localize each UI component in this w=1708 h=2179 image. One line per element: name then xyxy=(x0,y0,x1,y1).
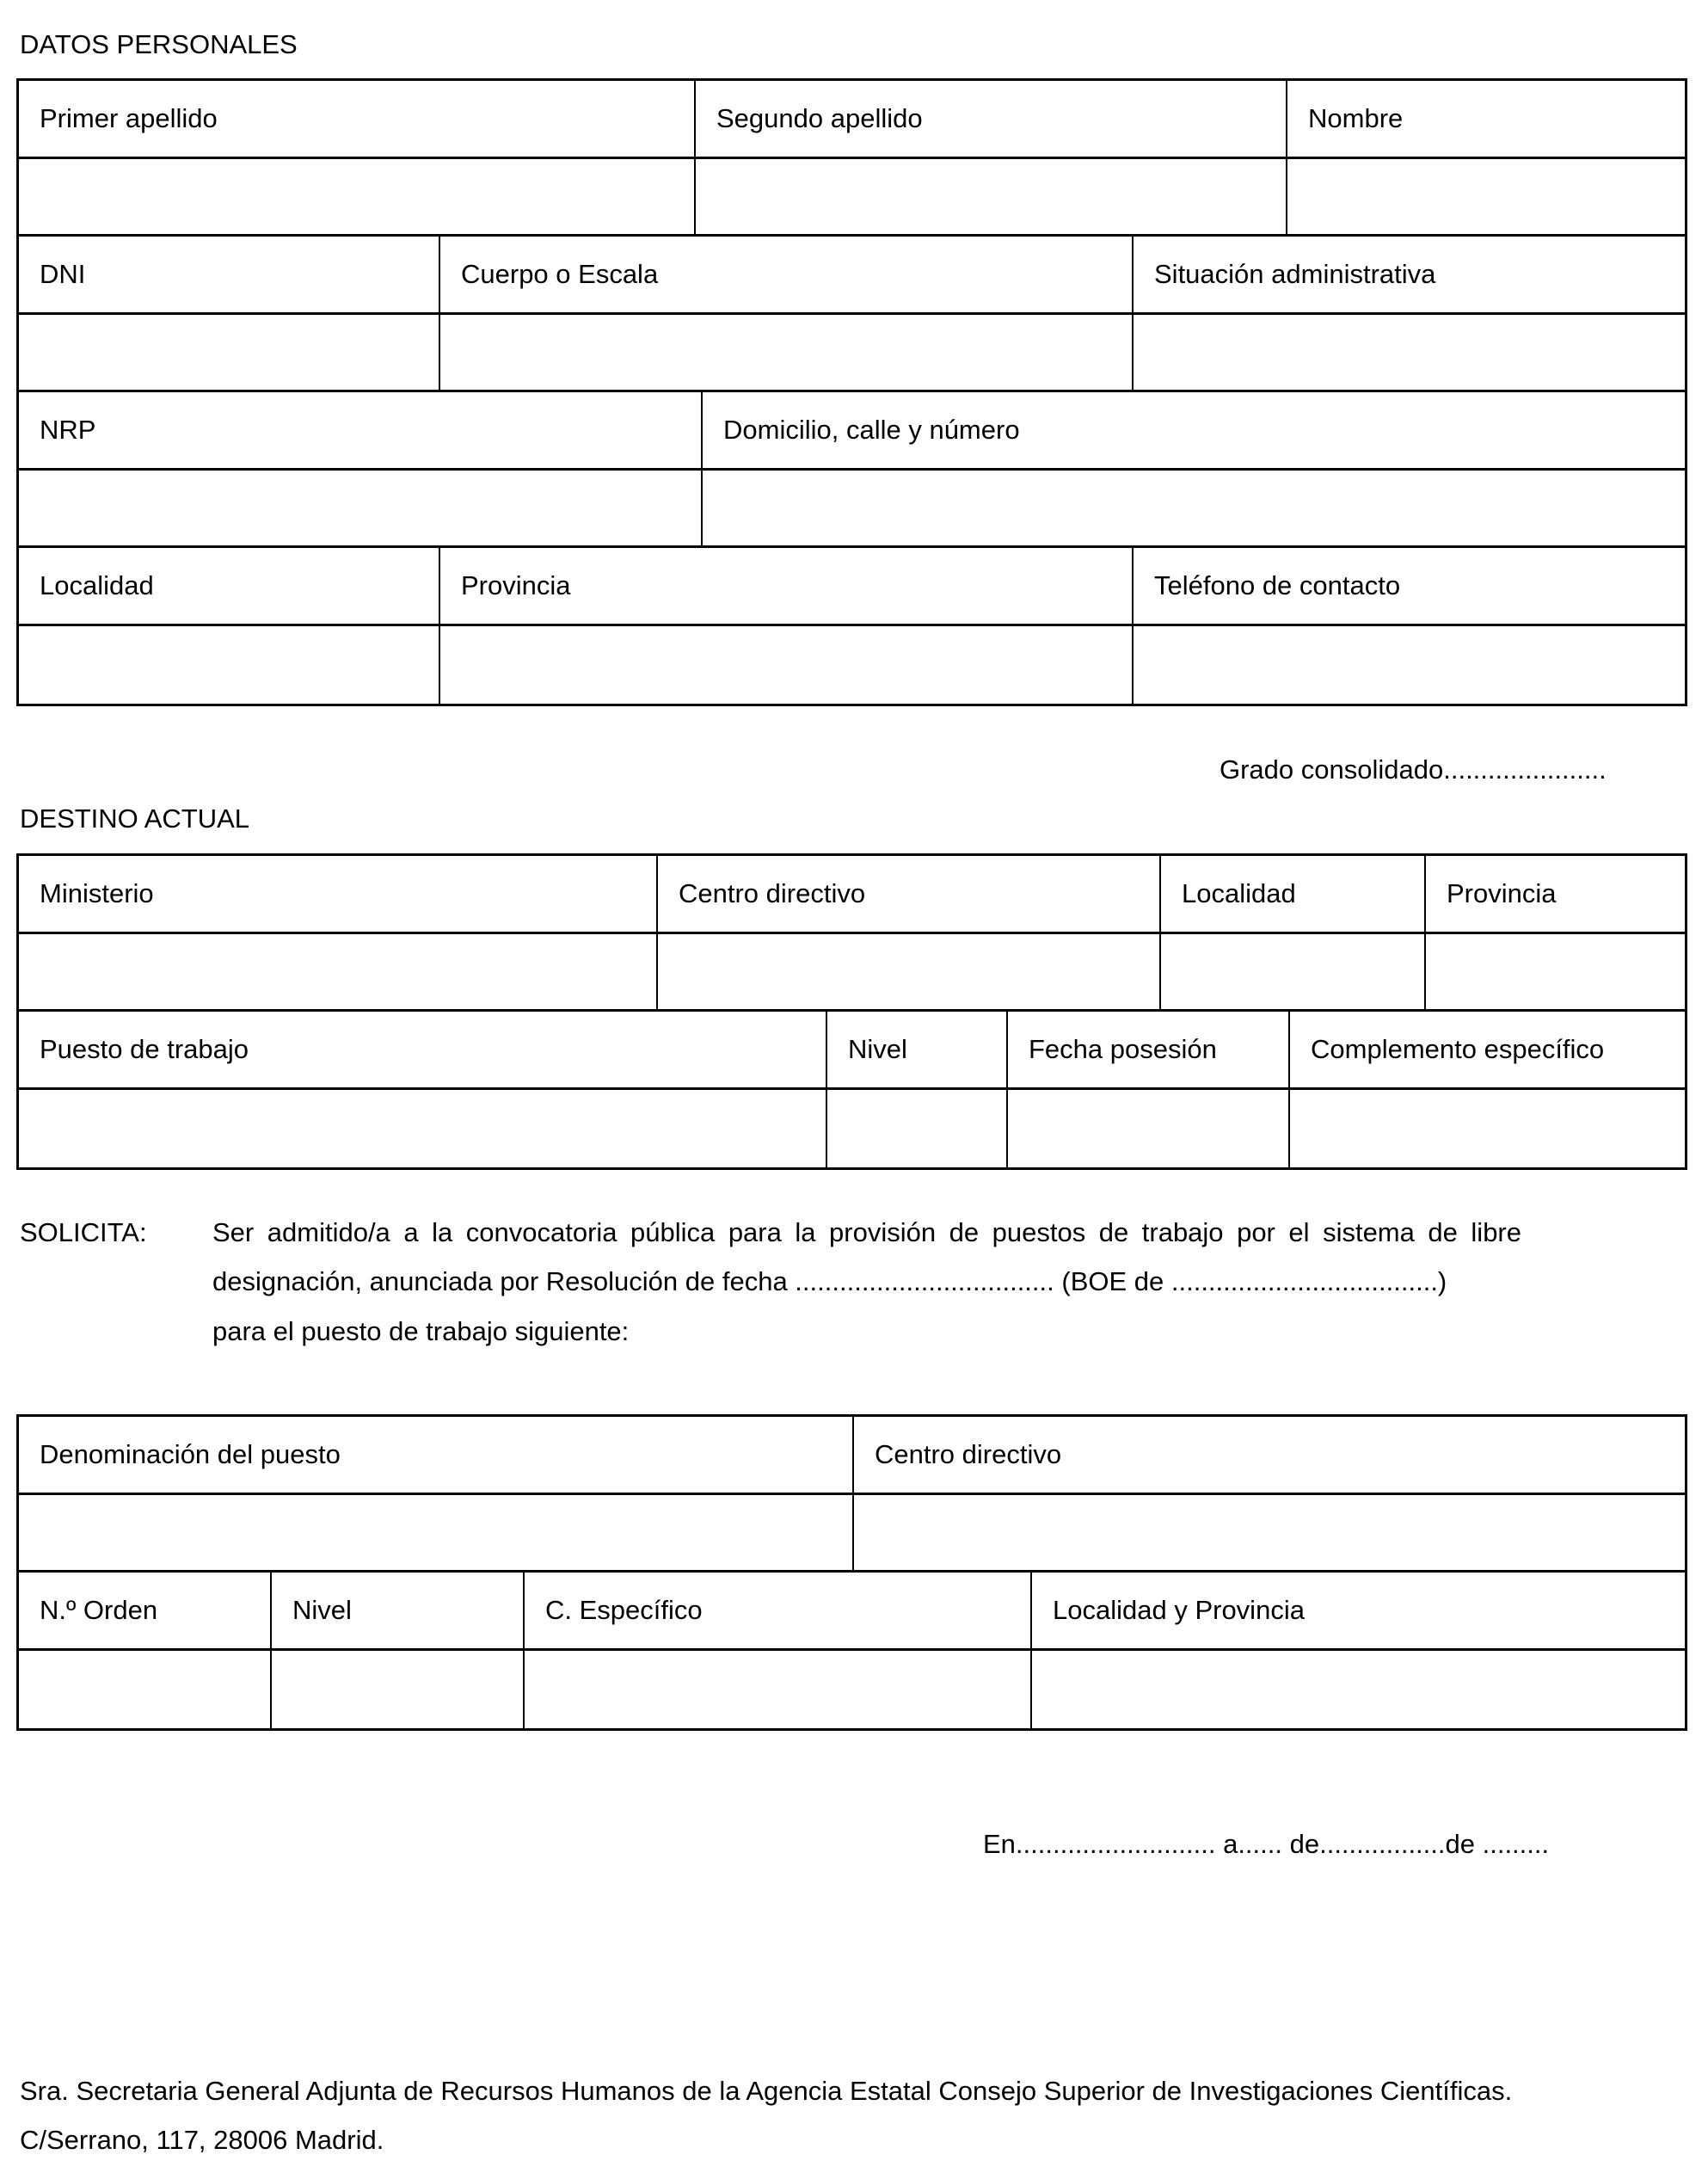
section-title-destino-actual: DESTINO ACTUAL xyxy=(20,803,249,834)
label-row xyxy=(19,856,1685,934)
solicita-line-2: designación, anunciada por Resolución de fecha ................................... (BOE de ....................................) xyxy=(212,1266,1447,1296)
label-situacion-administrativa: Situación administrativa xyxy=(1154,258,1436,289)
nivel-field[interactable] xyxy=(272,1651,525,1729)
label-nrp: NRP xyxy=(19,392,703,468)
label-centro-directivo: Centro directivo xyxy=(875,1438,1062,1469)
destinatario-line-2: C/Serrano, 117, 28006 Madrid. xyxy=(20,2125,384,2155)
nivel-field[interactable] xyxy=(827,1090,1008,1168)
input-row xyxy=(19,1651,1685,1729)
solicita-label: SOLICITA: xyxy=(20,1217,147,1247)
input-row xyxy=(19,934,1685,1013)
localidad-provincia-field[interactable] xyxy=(1032,1651,1685,1729)
label-segundo-apellido: Segundo apellido xyxy=(696,81,1287,157)
label-row xyxy=(19,81,1685,159)
solicita-line-3: para el puesto de trabajo siguiente: xyxy=(212,1316,630,1346)
label-row xyxy=(19,237,1685,315)
input-row xyxy=(19,1090,1685,1168)
solicita-line-1: Ser admitido/a a la convocatoria pública para la provisión de puestos de trabajo por el sistema de libre xyxy=(212,1217,1521,1247)
primer-apellido-field[interactable] xyxy=(19,159,696,235)
label-c-especifico: C. Específico xyxy=(525,1573,1032,1648)
denominacion-puesto-field[interactable] xyxy=(19,1495,854,1571)
label-provincia: Provincia xyxy=(440,548,1134,624)
complemento-especifico-field[interactable] xyxy=(1290,1090,1685,1168)
label-nivel: Nivel xyxy=(827,1012,1008,1087)
telefono-field[interactable] xyxy=(1134,626,1685,705)
localidad-field[interactable] xyxy=(1161,934,1426,1010)
c-especifico-field[interactable] xyxy=(525,1651,1032,1729)
ministerio-field[interactable] xyxy=(19,934,658,1010)
label-dni: DNI xyxy=(19,237,440,312)
fecha-posesion-field[interactable] xyxy=(1008,1090,1290,1168)
provincia-field[interactable] xyxy=(1426,934,1685,1010)
label-localidad-provincia: Localidad y Provincia xyxy=(1053,1594,1305,1625)
numero-orden-field[interactable] xyxy=(19,1651,272,1729)
label-row xyxy=(19,1012,1685,1090)
input-row xyxy=(19,159,1685,237)
label-centro-directivo: Centro directivo xyxy=(658,856,1161,932)
situacion-administrativa-field[interactable] xyxy=(1134,315,1685,391)
destino-actual-table xyxy=(16,853,1687,1170)
section-title-datos-personales: DATOS PERSONALES xyxy=(20,29,298,59)
nombre-field[interactable] xyxy=(1287,159,1685,235)
dni-field[interactable] xyxy=(19,315,440,391)
puesto-solicitado-table xyxy=(16,1414,1687,1731)
label-telefono: Teléfono de contacto xyxy=(1154,569,1401,600)
centro-directivo-field[interactable] xyxy=(658,934,1161,1010)
label-row xyxy=(19,548,1685,626)
centro-directivo-field[interactable] xyxy=(854,1495,1685,1571)
input-row xyxy=(19,626,1685,705)
label-denominacion-puesto: Denominación del puesto xyxy=(19,1417,854,1493)
label-domicilio: Domicilio, calle y número xyxy=(723,414,1020,445)
nrp-field[interactable] xyxy=(19,471,703,546)
label-localidad: Localidad xyxy=(1161,856,1426,932)
label-row xyxy=(19,1573,1685,1651)
label-complemento-especifico: Complemento específico xyxy=(1311,1033,1605,1064)
fecha-lugar: En........................... a...... de.................de ......... xyxy=(983,1829,1550,1859)
label-numero-orden: N.º Orden xyxy=(19,1573,272,1648)
input-row xyxy=(19,471,1685,549)
segundo-apellido-field[interactable] xyxy=(696,159,1287,235)
label-puesto-trabajo: Puesto de trabajo xyxy=(19,1012,827,1087)
input-row xyxy=(19,315,1685,393)
puesto-trabajo-field[interactable] xyxy=(19,1090,827,1168)
label-cuerpo-escala: Cuerpo o Escala xyxy=(440,237,1134,312)
label-row xyxy=(19,392,1685,471)
input-row xyxy=(19,1495,1685,1573)
label-nivel: Nivel xyxy=(272,1573,525,1648)
provincia-field[interactable] xyxy=(440,626,1134,705)
domicilio-field[interactable] xyxy=(703,471,1685,546)
label-fecha-posesion: Fecha posesión xyxy=(1008,1012,1290,1087)
datos-personales-table xyxy=(16,78,1687,706)
label-provincia: Provincia xyxy=(1447,877,1557,908)
label-nombre: Nombre xyxy=(1308,102,1404,133)
grado-consolidado: Grado consolidado...................... xyxy=(1220,754,1607,785)
localidad-field[interactable] xyxy=(19,626,440,705)
label-primer-apellido: Primer apellido xyxy=(19,81,696,157)
label-ministerio: Ministerio xyxy=(19,856,658,932)
cuerpo-escala-field[interactable] xyxy=(440,315,1134,391)
label-row xyxy=(19,1417,1685,1495)
label-localidad: Localidad xyxy=(19,548,440,624)
destinatario-line-1: Sra. Secretaria General Adjunta de Recursos Humanos de la Agencia Estatal Consejo Superior de Investigaciones Científicas. xyxy=(20,2076,1513,2106)
